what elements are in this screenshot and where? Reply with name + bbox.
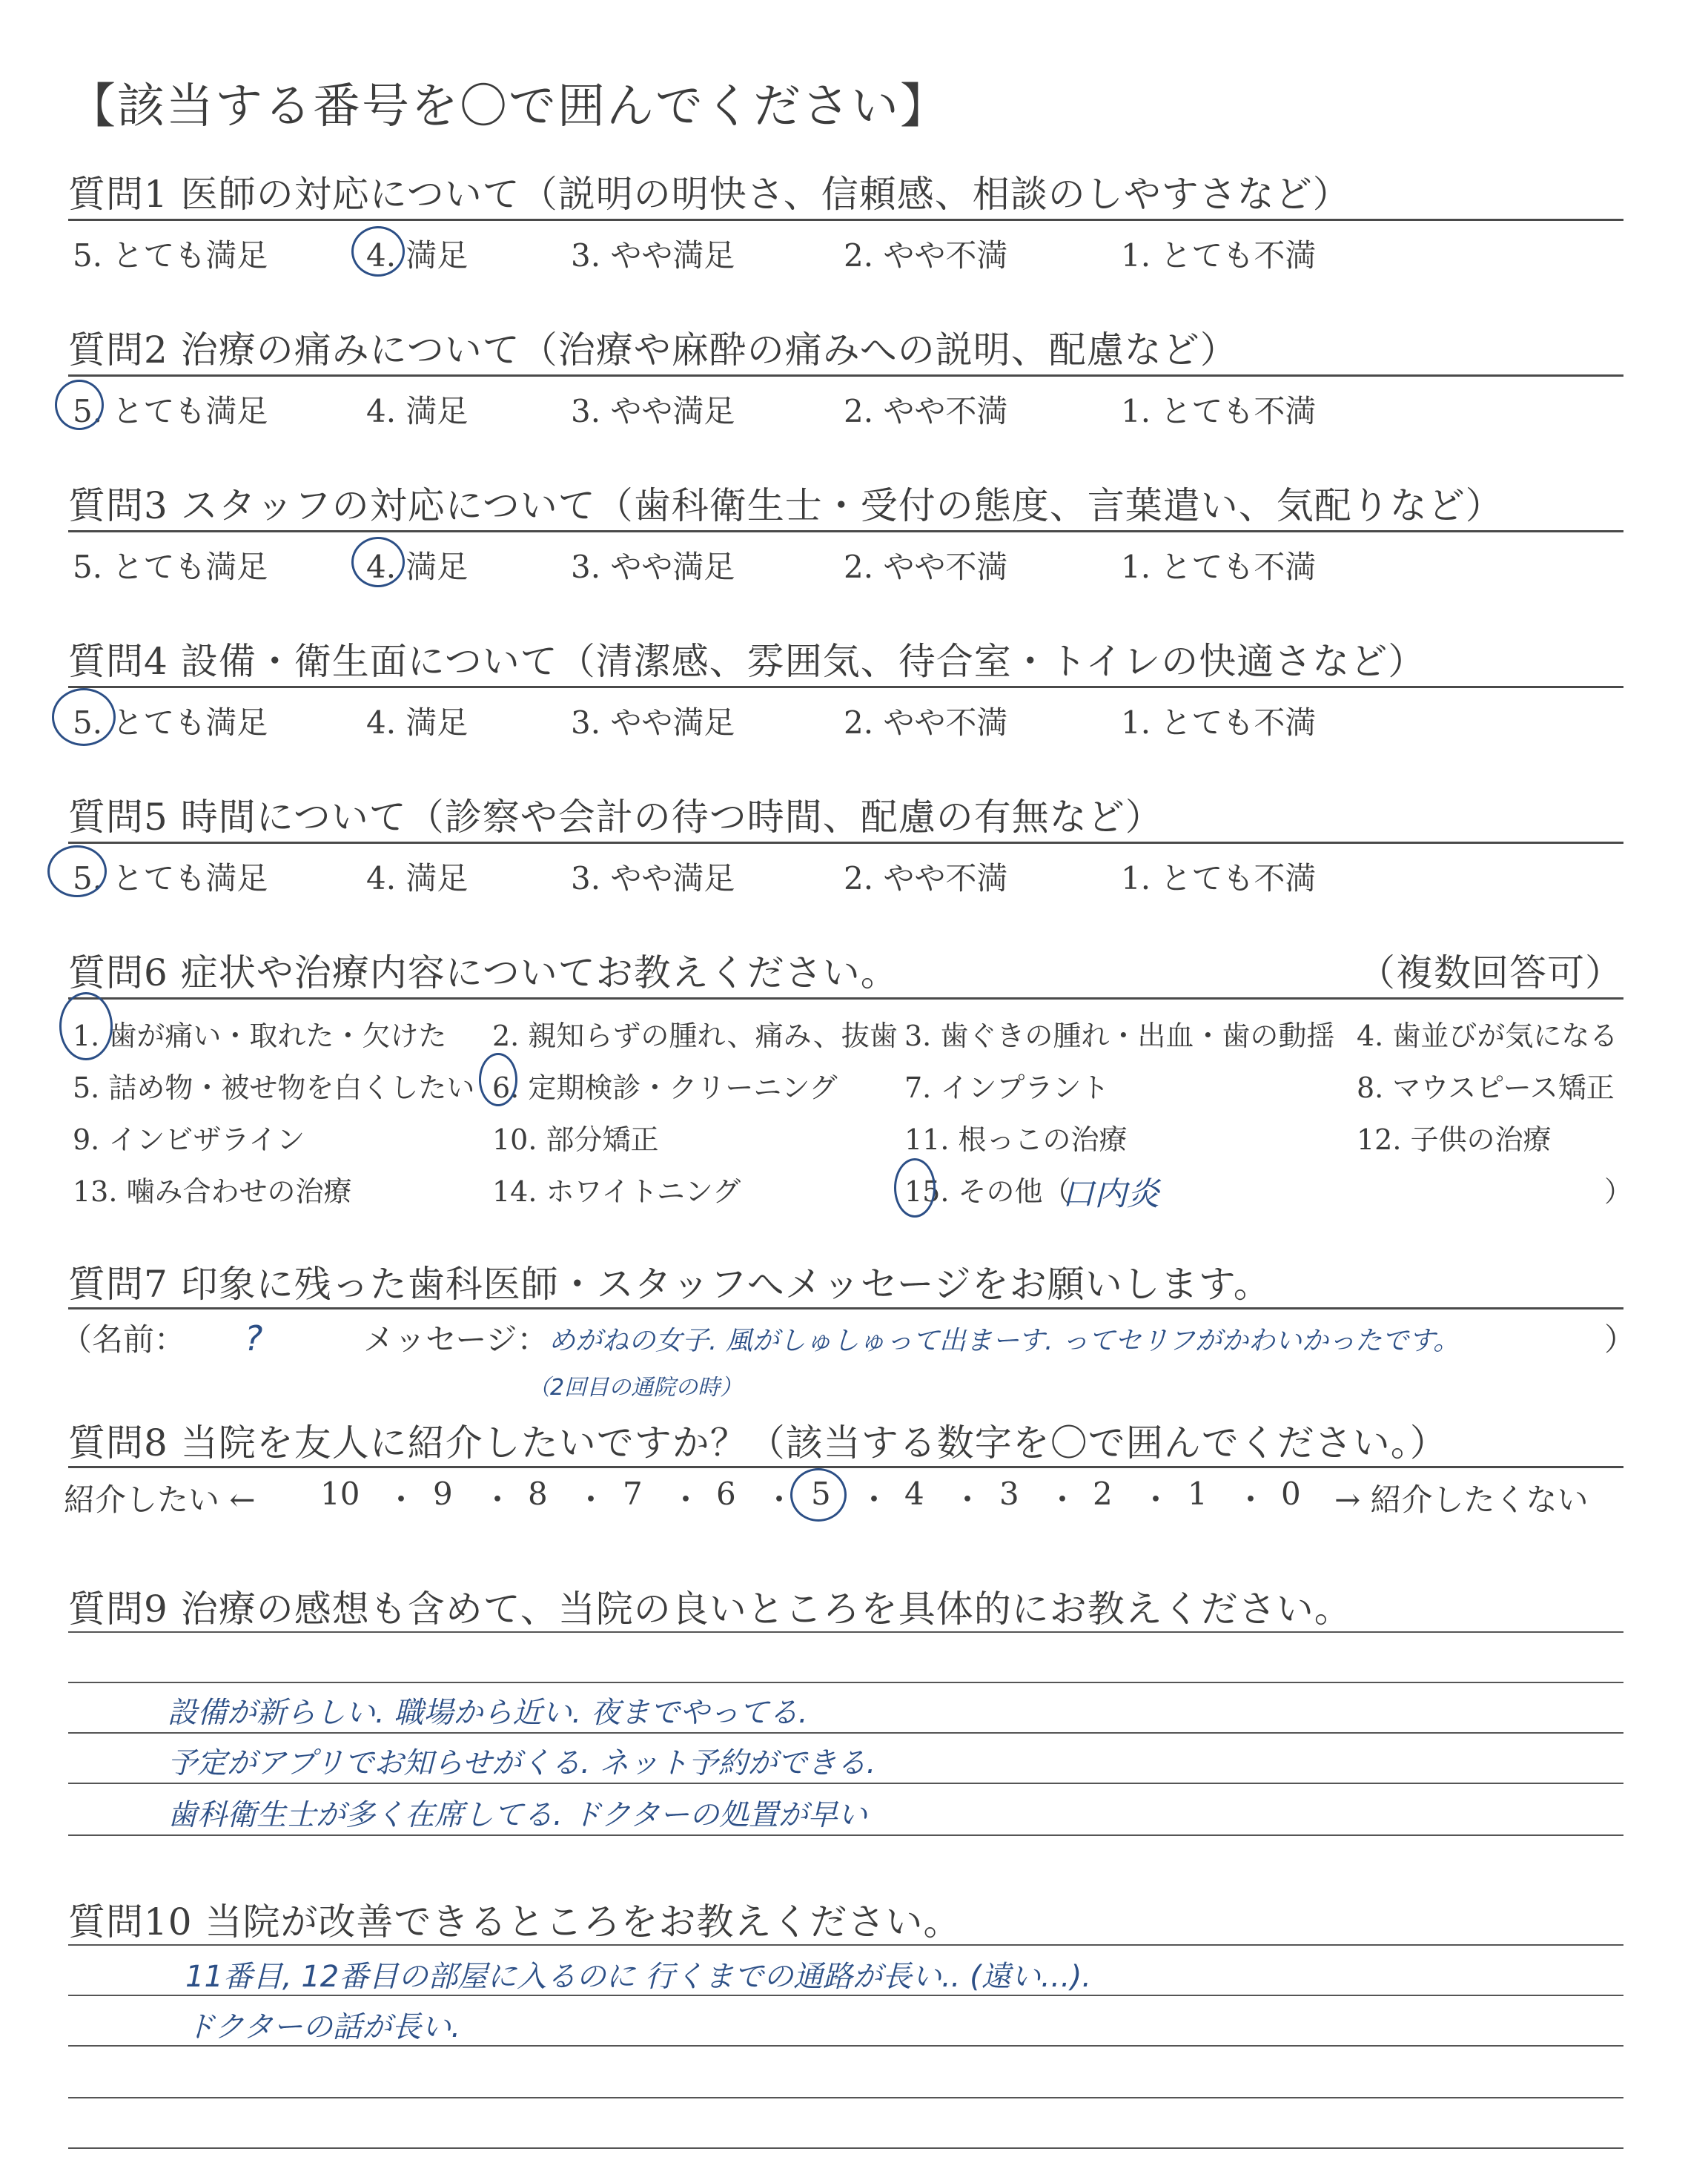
q8-scale-9[interactable]: 9	[433, 1476, 453, 1512]
q9-line-4	[68, 1783, 1623, 1784]
q3-option-5[interactable]: 5. とても満足	[73, 549, 268, 585]
q8-scale-separator: ・	[858, 1482, 890, 1518]
q4-option-4[interactable]: 4. 満足	[366, 704, 469, 741]
q6-selection-circle-15	[894, 1158, 936, 1218]
q5-title: 質問5 時間について（診察や会計の待つ時間、配慮の有無など）	[68, 796, 1163, 839]
q8-scale-0[interactable]: 0	[1281, 1476, 1301, 1512]
q9-line-5	[68, 1834, 1623, 1836]
q5-option-4[interactable]: 4. 満足	[366, 860, 469, 896]
q8-scale-separator: ・	[1140, 1482, 1172, 1518]
q9-line-1	[68, 1631, 1623, 1633]
q5-option-1[interactable]: 1. とても不満	[1121, 860, 1317, 896]
q10-title: 質問10 当院が改善できるところをお教えください。	[68, 1900, 961, 1943]
q4-rule	[68, 686, 1623, 688]
q3-option-3[interactable]: 3. やや満足	[571, 549, 735, 585]
q3-option-1[interactable]: 1. とても不満	[1121, 549, 1317, 585]
q3-selection-circle	[351, 537, 405, 587]
q8-scale-10[interactable]: 10	[320, 1476, 360, 1512]
q3-option-4[interactable]: 4. 満足	[366, 549, 469, 585]
q8-scale-1[interactable]: 1	[1188, 1476, 1208, 1512]
q7-name-label: （名前：	[61, 1321, 186, 1358]
q1-option-2[interactable]: 2. やや不満	[844, 237, 1008, 274]
q1-selection-circle	[351, 226, 405, 277]
q4-title: 質問4 設備・衛生面について（清潔感、雰囲気、待合室・トイレの快適さなど）	[68, 640, 1426, 683]
q4-option-5[interactable]: 5. とても満足	[73, 704, 268, 741]
q6-other-handwritten: 口内炎	[1062, 1175, 1159, 1213]
q6-selection-circle-6	[479, 1053, 517, 1106]
q6-rule	[68, 997, 1623, 1000]
q7-handwritten-name: ?	[245, 1318, 263, 1358]
q9-answer-1: 設備が新らしい. 職場から近い. 夜までやってる.	[168, 1696, 808, 1730]
q9-answer-3: 歯科衛生士が多く在席してる. ドクターの処置が早い	[168, 1798, 867, 1832]
q6-option-14[interactable]: 14. ホワイトニング	[492, 1175, 741, 1208]
q8-scale-4[interactable]: 4	[904, 1476, 924, 1512]
q4-selection-circle	[52, 688, 116, 746]
q6-option-11[interactable]: 11. 根っこの治療	[904, 1123, 1128, 1156]
q8-scale-8[interactable]: 8	[528, 1476, 548, 1512]
q8-selection-circle	[790, 1468, 847, 1522]
q6-option-13[interactable]: 13. 噛み合わせの治療	[73, 1175, 352, 1208]
q6-option-12[interactable]: 12. 子供の治療	[1357, 1123, 1552, 1156]
q6-option-7[interactable]: 7. インプラント	[904, 1071, 1110, 1104]
q5-option-3[interactable]: 3. やや満足	[571, 860, 735, 896]
q8-scale-2[interactable]: 2	[1093, 1476, 1113, 1512]
q9-answer-2: 予定がアプリでお知らせがくる. ネット予約ができる.	[168, 1746, 876, 1780]
q6-option-6[interactable]: 6. 定期検診・クリーニング	[492, 1071, 838, 1104]
q5-rule	[68, 842, 1623, 844]
q3-title: 質問3 スタッフの対応について（歯科衛生士・受付の態度、言葉遣い、気配りなど）	[68, 484, 1503, 527]
q2-option-4[interactable]: 4. 満足	[366, 393, 469, 429]
q1-rule	[68, 219, 1623, 221]
q6-option-10[interactable]: 10. 部分矯正	[492, 1123, 659, 1156]
q6-option-3[interactable]: 3. 歯ぐきの腫れ・出血・歯の動揺	[904, 1020, 1335, 1052]
q7-close-paren: ）	[1604, 1321, 1636, 1358]
q9-line-3	[68, 1732, 1623, 1734]
q5-option-2[interactable]: 2. やや不満	[844, 860, 1008, 896]
q8-left-label: 紹介したい ←	[64, 1482, 256, 1518]
q4-option-2[interactable]: 2. やや不満	[844, 704, 1008, 741]
q1-option-1[interactable]: 1. とても不満	[1121, 237, 1317, 274]
q8-scale-separator: ・	[670, 1482, 702, 1518]
q10-answer-2: ドクターの話が長い.	[185, 2010, 461, 2044]
q8-scale-separator: ・	[1235, 1482, 1267, 1518]
q2-rule	[68, 374, 1623, 377]
q8-right-label: → 紹介したくない	[1334, 1482, 1589, 1518]
q8-scale-separator: ・	[952, 1482, 984, 1518]
q8-scale-separator: ・	[1047, 1482, 1079, 1518]
q8-scale-separator: ・	[764, 1482, 795, 1518]
q7-message-label: メッセージ：	[363, 1321, 549, 1358]
q10-line-4	[68, 2097, 1623, 2098]
q8-scale-separator: ・	[385, 1482, 417, 1518]
q4-option-3[interactable]: 3. やや満足	[571, 704, 735, 741]
q6-option-5[interactable]: 5. 詰め物・被せ物を白くしたい	[73, 1071, 475, 1104]
q2-selection-circle	[55, 380, 104, 430]
q9-title: 質問9 治療の感想も含めて、当院の良いところを具体的にお教えください。	[68, 1588, 1352, 1631]
q1-option-5[interactable]: 5. とても満足	[73, 237, 268, 274]
q5-selection-circle	[47, 845, 107, 897]
q6-title: 質問6 症状や治療内容についてお教えください。	[68, 951, 898, 994]
q1-title: 質問1 医師の対応について（説明の明快さ、信頼感、相談のしやすさなど）	[68, 173, 1351, 216]
q8-title: 質問8 当院を友人に紹介したいですか？（該当する数字を〇で囲んでください。）	[68, 1421, 1448, 1464]
q8-scale-separator: ・	[575, 1482, 607, 1518]
q3-rule	[68, 530, 1623, 532]
q8-rule	[68, 1466, 1623, 1468]
q7-title: 質問7 印象に残った歯科医師・スタッフへメッセージをお願いします。	[68, 1263, 1271, 1306]
q6-other-close-paren: ）	[1604, 1175, 1633, 1208]
q6-option-8[interactable]: 8. マウスピース矯正	[1357, 1071, 1615, 1104]
q8-scale-6[interactable]: 6	[716, 1476, 736, 1512]
q7-handwritten-message: めがねの女子. 風がしゅしゅって出まーす. ってセリフがかわいかったです。	[549, 1326, 1460, 1356]
q6-option-1[interactable]: 1. 歯が痛い・取れた・欠けた	[73, 1020, 447, 1052]
q6-selection-circle-1	[59, 992, 113, 1060]
q8-scale-7[interactable]: 7	[623, 1476, 643, 1512]
q3-option-2[interactable]: 2. やや不満	[844, 549, 1008, 585]
q10-answer-1: 11番目, 12番目の部屋に入るのに 行くまでの通路が長い.. (遠い…).	[185, 1960, 1092, 1994]
q2-option-3[interactable]: 3. やや満足	[571, 393, 735, 429]
q1-option-3[interactable]: 3. やや満足	[571, 237, 735, 274]
q6-option-9[interactable]: 9. インビザライン	[73, 1123, 305, 1156]
q6-option-15[interactable]: 15. その他（	[904, 1175, 1071, 1208]
q5-option-5[interactable]: 5. とても満足	[73, 860, 268, 896]
q9-line-2	[68, 1682, 1623, 1683]
q8-scale-3[interactable]: 3	[999, 1476, 1019, 1512]
q7-rule	[68, 1307, 1623, 1309]
q2-option-5[interactable]: 5. とても満足	[73, 393, 268, 429]
q8-scale-5[interactable]: 5	[811, 1476, 831, 1512]
q7-handwritten-note: （2回目の通院の時）	[528, 1375, 743, 1401]
q2-title: 質問2 治療の痛みについて（治療や麻酔の痛みへの説明、配慮など）	[68, 328, 1238, 371]
q6-option-4[interactable]: 4. 歯並びが気になる	[1357, 1020, 1618, 1052]
q6-note: （複数回答可）	[1358, 951, 1623, 994]
q2-option-2[interactable]: 2. やや不満	[844, 393, 1008, 429]
q6-option-2[interactable]: 2. 親知らずの腫れ、痛み、抜歯	[492, 1020, 898, 1052]
q2-option-1[interactable]: 1. とても不満	[1121, 393, 1317, 429]
q8-scale-separator: ・	[482, 1482, 514, 1518]
q1-option-4[interactable]: 4. 満足	[366, 237, 469, 274]
q10-line-5	[68, 2147, 1623, 2149]
form-title: 【該当する番号を〇で囲んでください】	[68, 79, 949, 134]
q4-option-1[interactable]: 1. とても不満	[1121, 704, 1317, 741]
q10-line-1	[68, 1944, 1623, 1946]
